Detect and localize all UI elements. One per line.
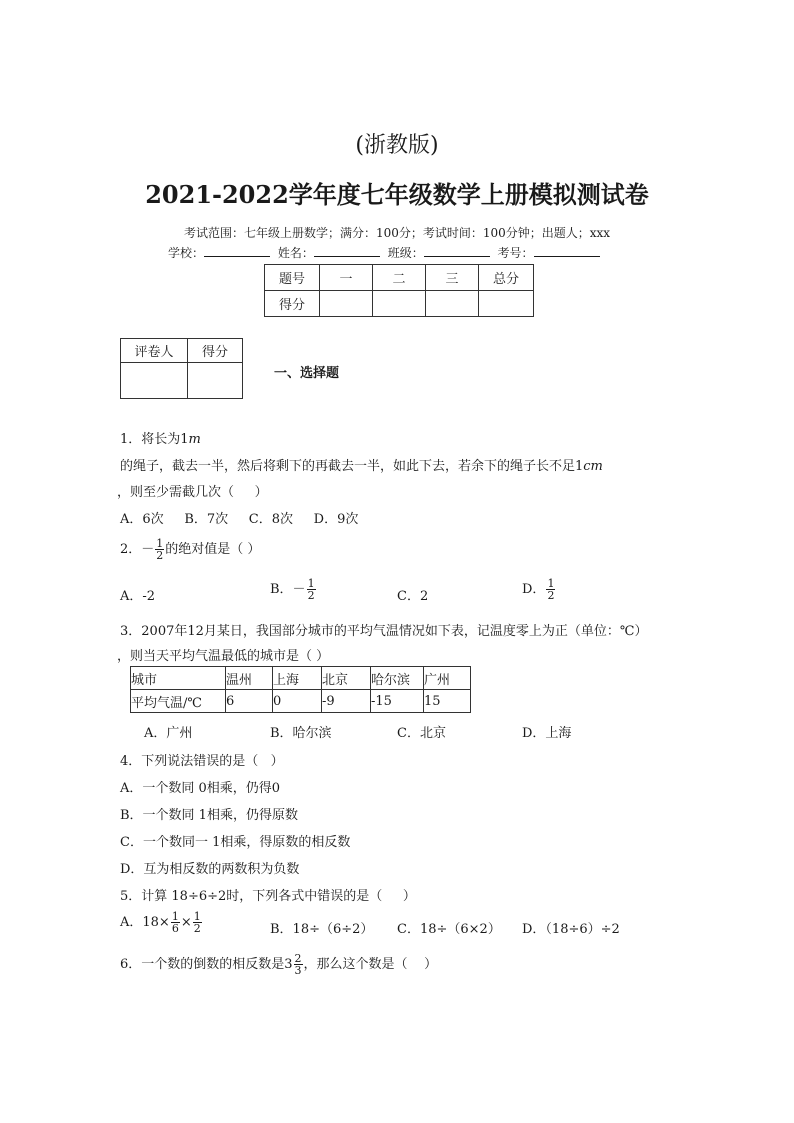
table-header-cell: 哈尔滨 [371,667,424,690]
class-field[interactable] [424,244,490,257]
table-header-cell: 城市 [131,667,226,690]
question-3-line-1: 3．2007年12月某日，我国部分城市的平均气温情况如下表，记温度零上为正（单位：℃） [120,624,648,639]
name-field[interactable] [314,244,380,257]
score-header-cell: 总分 [479,265,534,291]
grader-table [120,338,243,399]
question-3-line-2: ，则当天平均气温最低的城市是（ ） [117,649,330,664]
section-title: 一、选择题 [274,366,340,381]
exam-number-label: 考号： [497,246,534,260]
question-4-option-b: B．一个数同 1相乘，仍得原数 [120,808,298,823]
table-cell: 6 [226,690,273,713]
table-cell: 15 [424,690,471,713]
score-table [264,264,534,317]
class-label: 班级： [387,246,424,260]
question-1-line-2: 的绳子，截去一半，然后将剩下的再截去一半，如此下去，若余下的绳子长不足1cm [120,459,603,474]
score-cell[interactable] [426,291,479,317]
edition-label: (浙教版) [355,133,439,158]
grader-cell[interactable] [188,363,243,399]
name-label: 姓名： [277,246,314,260]
fraction: $\frac{1}{6}$ [171,910,179,935]
question-5-option-c: C．18÷（6×2） [397,922,501,937]
temperature-table [130,666,471,713]
score-header-cell: 二 [373,265,426,291]
question-5-option-a: A．18× $\frac{1}{6}$ × $\frac{1}{2}$ [120,910,201,935]
score-header-cell: 题号 [265,265,320,291]
table-cell: 平均气温/℃ [131,690,226,713]
grader-cell[interactable] [121,363,188,399]
question-3-option-a: A．广州 [144,726,193,741]
question-4-option-d: D．互为相反数的两数积为负数 [120,862,300,877]
score-header-cell: 三 [426,265,479,291]
question-4-option-c: C．一个数同一 1相乘，得原数的相反数 [120,835,351,850]
fraction: $\frac{2}{3}$ [294,952,302,977]
table-header-cell: 温州 [226,667,273,690]
question-2-option-b: B．－ $\frac{1}{2}$ [270,577,315,602]
school-field[interactable] [204,244,270,257]
page-title: 2021-2022学年度七年级数学上册模拟测试卷 [145,180,649,209]
question-5-stem: 5．计算 18÷6÷2时，下列各式中错误的是（ ） [120,889,416,904]
question-6-stem: 6．一个数的倒数的相反数是3 $\frac{2}{3}$ ，那么这个数是（ ） [120,952,438,977]
question-1-line-1: 1．将长为1m [120,432,201,447]
table-header-cell: 广州 [424,667,471,690]
question-3-option-b: B．哈尔滨 [270,726,332,741]
grader-header-cell: 评卷人 [121,339,188,363]
question-4-stem: 4．下列说法错误的是（ ） [120,754,284,769]
question-2-option-d: D． $\frac{1}{2}$ [522,577,555,602]
exam-info: 考试范围：七年级上册数学；满分：100分；考试时间：100分钟；出题人；xxx [183,226,611,240]
question-3-option-c: C．北京 [397,726,446,741]
exam-number-field[interactable] [534,244,600,257]
table-cell: -9 [322,690,371,713]
question-2-option-a: A．-2 [120,589,156,604]
table-cell: -15 [371,690,424,713]
score-cell[interactable] [320,291,373,317]
question-4-option-a: A．一个数同 0相乘，仍得0 [120,781,281,796]
score-cell[interactable] [479,291,534,317]
grader-header-cell: 得分 [188,339,243,363]
question-5-option-b: B．18÷（6÷2） [270,922,374,937]
question-1-options: A．6次 B．7次 C．8次 D．9次 [120,512,359,527]
fraction: $\frac{1}{2}$ [307,577,315,602]
score-header-cell: 一 [320,265,373,291]
fraction: $\frac{1}{2}$ [156,537,164,562]
school-label: 学校： [168,246,205,260]
question-2-stem: 2．－ $\frac{1}{2}$ 的绝对值是（ ） [120,537,261,562]
table-cell: 0 [273,690,322,713]
fraction: $\frac{1}{2}$ [193,910,201,935]
question-3-option-d: D．上海 [522,726,572,741]
score-cell[interactable] [373,291,426,317]
score-row-label: 得分 [265,291,320,317]
question-1-line-3: ，则至少需截几次（ ） [117,485,268,500]
student-info-row [168,244,600,261]
question-5-option-d: D．（18÷6）÷2 [522,922,620,937]
table-header-cell: 北京 [322,667,371,690]
fraction: $\frac{1}{2}$ [547,577,555,602]
question-2-option-c: C．2 [397,589,429,604]
table-header-cell: 上海 [273,667,322,690]
